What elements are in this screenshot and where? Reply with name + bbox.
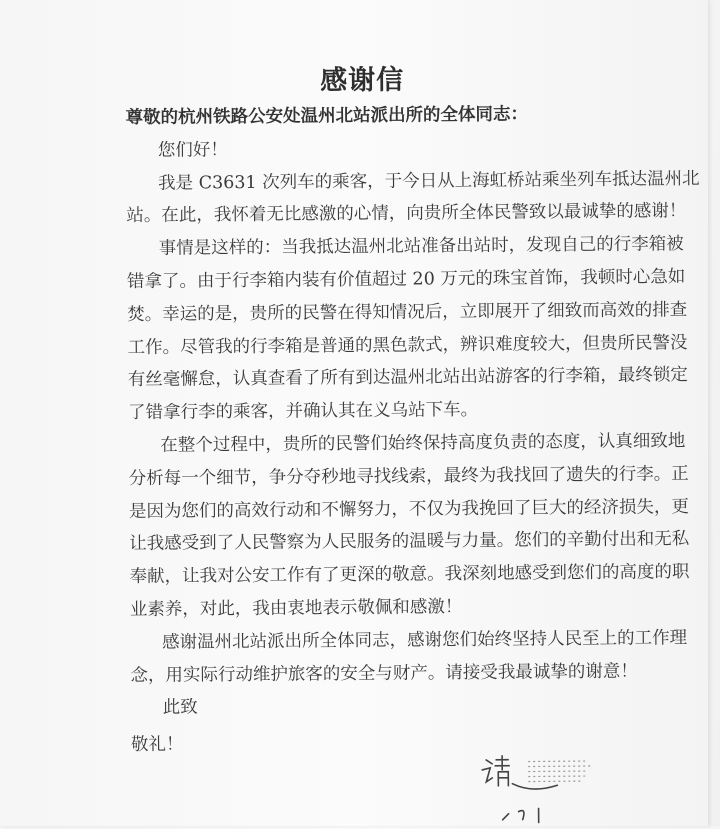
paragraph-line: 事情是这样的：当我抵达温州北站准备出站时，发现自己的行李箱被 — [158, 234, 684, 259]
regards: 敬礼！ — [130, 734, 184, 756]
letter-title: 感谢信 — [320, 64, 405, 97]
paragraph-line: 有丝毫懈怠，认真查看了所有到达温州北站出站游客的行李箱，最终锁定 — [127, 365, 688, 391]
closing: 此致 — [162, 697, 198, 719]
paragraph-line: 了错拿行李的乘客，并确认其在义乌站下车。 — [128, 400, 479, 424]
paragraph-line: 感谢温州北站派出所全体同志，感谢您们始终坚持人民至上的工作理 — [162, 627, 688, 653]
paragraph-line: 焚。幸运的是，贵所的民警在得知情况后，立即展开了细致而高效的排查 — [127, 299, 688, 325]
paragraph-line: 让我感受到了人民警察为人民服务的温暖与力量。您们的辛勤付出和无私 — [129, 529, 690, 555]
paragraph-line: 我是 C3631 次列车的乘客，于今日从上海虹桥站乘坐列车抵达温州北 — [158, 168, 700, 194]
handwritten-signature — [478, 753, 629, 825]
paragraph-line: 错拿了。由于行李箱内装有价值超过 20 万元的珠宝首饰，我顿时心急如 — [126, 267, 686, 293]
paragraph-line: 在整个过程中，贵所的民警们始终保持高度负责的态度，认真细致地 — [160, 431, 686, 456]
greeting: 您们好！ — [157, 139, 228, 161]
paragraph-line: 是因为您们的高效行动和不懈努力，不仅为我挽回了巨大的经济损失，更 — [128, 496, 690, 522]
signature-scribble-icon — [526, 757, 596, 784]
paragraph-line: 分析每一个细节，争分夺秒地寻找线索，最终为我找回了遗失的行李。正 — [128, 463, 689, 489]
paragraph-line: 业素养，对此，我由衷地表示敬佩和感激！ — [129, 597, 463, 620]
paragraph-line: 念，用实际行动维护旅客的安全与财产。请接受我最诚挚的谢意！ — [130, 661, 638, 686]
paragraph-line: 奉献，让我对公安工作有了更深的敬意。我深刻地感受到您们的高度的职 — [129, 562, 690, 588]
salutation: 尊敬的杭州铁路公安处温州北站派出所的全体同志： — [125, 104, 529, 129]
paragraph-line: 站。在此，我怀着无比感激的心情，向贵所全体民警致以最诚挚的感谢！ — [126, 201, 687, 227]
paragraph-line: 工作。尽管我的行李箱是普通的黑色款式，辨识难度较大，但贵所民警没 — [127, 332, 688, 358]
